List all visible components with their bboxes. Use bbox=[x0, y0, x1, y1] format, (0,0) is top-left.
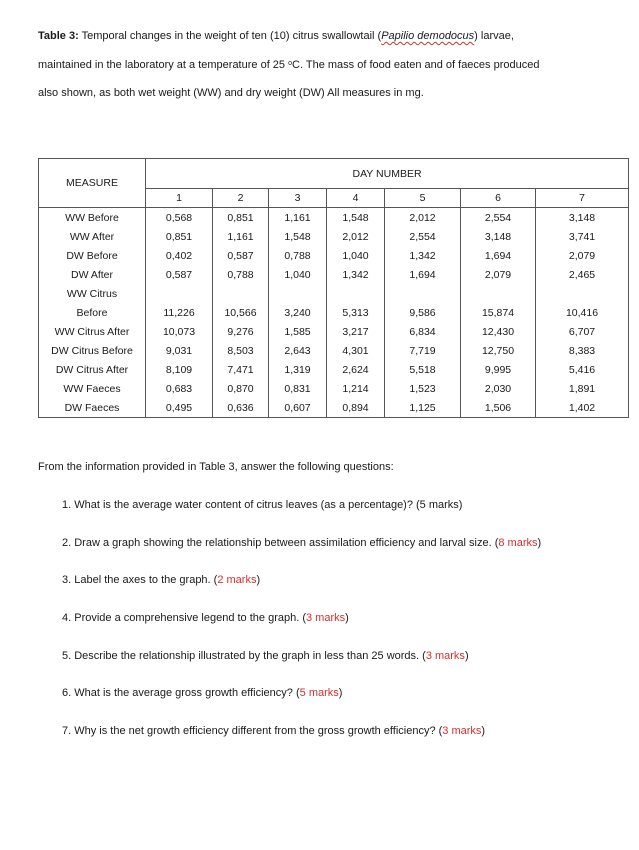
cell: 2,030 bbox=[461, 379, 536, 398]
cell: 3,148 bbox=[536, 208, 629, 228]
cell: 0,894 bbox=[327, 398, 385, 418]
row-label: DW After bbox=[39, 265, 146, 284]
marks-label: 3 marks bbox=[305, 612, 346, 624]
cell: 0,495 bbox=[146, 398, 213, 418]
cell: 2,012 bbox=[327, 227, 385, 246]
question-6 bbox=[62, 687, 342, 699]
cell: 9,031 bbox=[146, 341, 213, 360]
cell: 2,465 bbox=[536, 265, 629, 284]
cell: 2,079 bbox=[536, 246, 629, 265]
cell: 7,471 bbox=[213, 360, 269, 379]
table-row bbox=[39, 246, 629, 265]
cell: 0,851 bbox=[213, 208, 269, 228]
cell: 5,416 bbox=[536, 360, 629, 379]
species-name: Papilio demodocus bbox=[381, 30, 475, 42]
table-row bbox=[39, 303, 629, 322]
cell: 1,161 bbox=[269, 208, 327, 228]
question-5 bbox=[62, 650, 469, 662]
table-row bbox=[39, 360, 629, 379]
cell: 2,624 bbox=[327, 360, 385, 379]
cell: 2,554 bbox=[385, 227, 461, 246]
table-row bbox=[39, 208, 629, 228]
cell: 1,548 bbox=[269, 227, 327, 246]
cell: 10,566 bbox=[213, 303, 269, 322]
cell: 1,891 bbox=[536, 379, 629, 398]
cell: 1,694 bbox=[385, 265, 461, 284]
cell: 1,161 bbox=[213, 227, 269, 246]
cell: 1,548 bbox=[327, 208, 385, 228]
table-caption-line-2 bbox=[38, 57, 598, 72]
row-label: DW Before bbox=[39, 246, 146, 265]
cell: 1,585 bbox=[269, 322, 327, 341]
question-close: ) bbox=[338, 687, 343, 699]
cell: 1,506 bbox=[461, 398, 536, 418]
cell: 0,788 bbox=[213, 265, 269, 284]
question-text: 2. Draw a graph showing the relationship between assimilation efficiency and larval size. ( bbox=[62, 537, 499, 549]
table-row bbox=[39, 265, 629, 284]
empty-cell bbox=[385, 284, 461, 303]
cell: 8,503 bbox=[213, 341, 269, 360]
cell: 1,342 bbox=[327, 265, 385, 284]
cell: 0,683 bbox=[146, 379, 213, 398]
table-row bbox=[39, 284, 629, 303]
question-text: 1. What is the average water content of citrus leaves (as a percentage)? (5 marks) bbox=[62, 499, 463, 511]
row-label: WW Before bbox=[39, 208, 146, 228]
question-close: ) bbox=[481, 725, 486, 737]
cell: 10,416 bbox=[536, 303, 629, 322]
row-label: WW Faeces bbox=[39, 379, 146, 398]
cell: 2,012 bbox=[385, 208, 461, 228]
day-3-header: 3 bbox=[269, 189, 327, 208]
day-4-header: 4 bbox=[327, 189, 385, 208]
question-text: 5. Describe the relationship illustrated by the graph in less than 25 words. ( bbox=[62, 650, 426, 662]
cell: 7,719 bbox=[385, 341, 461, 360]
cell: 0,870 bbox=[213, 379, 269, 398]
row-label: DW Citrus Before bbox=[39, 341, 146, 360]
cell: 0,402 bbox=[146, 246, 213, 265]
measure-header: MEASURE bbox=[39, 159, 146, 208]
day-1-header: 1 bbox=[146, 189, 213, 208]
cell: 1,040 bbox=[269, 265, 327, 284]
day-number-header: DAY NUMBER bbox=[146, 159, 629, 189]
question-close: ) bbox=[464, 650, 469, 662]
row-label: DW Citrus After bbox=[39, 360, 146, 379]
cell: 3,240 bbox=[269, 303, 327, 322]
question-3 bbox=[62, 574, 260, 586]
cell: 0,568 bbox=[146, 208, 213, 228]
cell: 8,383 bbox=[536, 341, 629, 360]
row-label: DW Faeces bbox=[39, 398, 146, 418]
degree-symbol: o bbox=[288, 60, 293, 67]
cell: 1,125 bbox=[385, 398, 461, 418]
cell: 15,874 bbox=[461, 303, 536, 322]
cell: 0,636 bbox=[213, 398, 269, 418]
question-2 bbox=[62, 537, 541, 549]
cell: 1,040 bbox=[327, 246, 385, 265]
question-text: 6. What is the average gross growth efficiency? ( bbox=[62, 687, 300, 699]
empty-cell bbox=[269, 284, 327, 303]
cell: 9,276 bbox=[213, 322, 269, 341]
marks-label: 3 marks bbox=[425, 650, 465, 662]
table-row bbox=[39, 341, 629, 360]
cell: 1,342 bbox=[385, 246, 461, 265]
question-7 bbox=[62, 725, 485, 737]
empty-cell bbox=[146, 284, 213, 303]
cell: 6,834 bbox=[385, 322, 461, 341]
table-row bbox=[39, 227, 629, 246]
cell: 0,851 bbox=[146, 227, 213, 246]
questions-intro: From the information provided in Table 3, answer the following questions: bbox=[38, 461, 394, 473]
cell: 10,073 bbox=[146, 322, 213, 341]
question-close: ) bbox=[256, 574, 261, 586]
caption-text-b: ) larvae, bbox=[474, 30, 514, 42]
row-label: WW After bbox=[39, 227, 146, 246]
cell: 9,586 bbox=[385, 303, 461, 322]
cell: 8,109 bbox=[146, 360, 213, 379]
cell: 4,301 bbox=[327, 341, 385, 360]
marks-label: 3 marks bbox=[442, 725, 482, 737]
cell: 9,995 bbox=[461, 360, 536, 379]
table-row bbox=[39, 398, 629, 418]
cell: 0,831 bbox=[269, 379, 327, 398]
table-caption-label: Table 3: bbox=[38, 30, 79, 42]
cell: 0,788 bbox=[269, 246, 327, 265]
table-caption-line-3: also shown, as both wet weight (WW) and dry weight (DW) All measures in mg. bbox=[38, 87, 424, 99]
cell: 5,313 bbox=[327, 303, 385, 322]
question-close: ) bbox=[345, 612, 349, 624]
cell: 1,214 bbox=[327, 379, 385, 398]
cell: 2,079 bbox=[461, 265, 536, 284]
cell: 6,707 bbox=[536, 322, 629, 341]
cell: 12,430 bbox=[461, 322, 536, 341]
day-7-header: 7 bbox=[536, 189, 629, 208]
day-6-header: 6 bbox=[461, 189, 536, 208]
data-table bbox=[38, 158, 629, 418]
question-text: 4. Provide a comprehensive legend to the graph. ( bbox=[62, 612, 306, 624]
cell: 2,643 bbox=[269, 341, 327, 360]
cell: 1,523 bbox=[385, 379, 461, 398]
caption-text-a: Temporal changes in the weight of ten (10) citrus swallowtail ( bbox=[78, 30, 382, 42]
question-text: 7. Why is the net growth efficiency different from the gross growth efficiency? ( bbox=[62, 725, 443, 737]
cell: 3,148 bbox=[461, 227, 536, 246]
table-caption-line-1 bbox=[38, 29, 598, 43]
cell: 12,750 bbox=[461, 341, 536, 360]
cell: 3,217 bbox=[327, 322, 385, 341]
cell: 5,518 bbox=[385, 360, 461, 379]
cell: 1,694 bbox=[461, 246, 536, 265]
caption-line2-text: maintained in the laboratory at a temperature of 25 bbox=[38, 59, 289, 71]
question-1 bbox=[62, 499, 462, 511]
cell: 2,554 bbox=[461, 208, 536, 228]
cell: 0,587 bbox=[213, 246, 269, 265]
cell: 11,226 bbox=[146, 303, 213, 322]
table-row bbox=[39, 322, 629, 341]
question-4 bbox=[62, 612, 349, 624]
question-text: 3. Label the axes to the graph. ( bbox=[62, 574, 218, 586]
empty-cell bbox=[461, 284, 536, 303]
row-label: Before bbox=[39, 303, 146, 322]
empty-cell bbox=[536, 284, 629, 303]
cell: 3,741 bbox=[536, 227, 629, 246]
question-close: ) bbox=[537, 537, 542, 549]
table-row bbox=[39, 379, 629, 398]
cell: 1,319 bbox=[269, 360, 327, 379]
marks-label: 5 marks bbox=[299, 687, 339, 699]
row-label: WW Citrus After bbox=[39, 322, 146, 341]
day-5-header: 5 bbox=[385, 189, 461, 208]
cell: 0,607 bbox=[269, 398, 327, 418]
marks-label: 2 marks bbox=[217, 574, 257, 586]
marks-label: 8 marks bbox=[498, 537, 538, 549]
empty-cell bbox=[327, 284, 385, 303]
row-label: WW Citrus bbox=[39, 284, 146, 303]
cell: 1,402 bbox=[536, 398, 629, 418]
caption-line2-end: C. The mass of food eaten and of faeces produced bbox=[292, 59, 540, 71]
cell: 0,587 bbox=[146, 265, 213, 284]
empty-cell bbox=[213, 284, 269, 303]
day-2-header: 2 bbox=[213, 189, 269, 208]
